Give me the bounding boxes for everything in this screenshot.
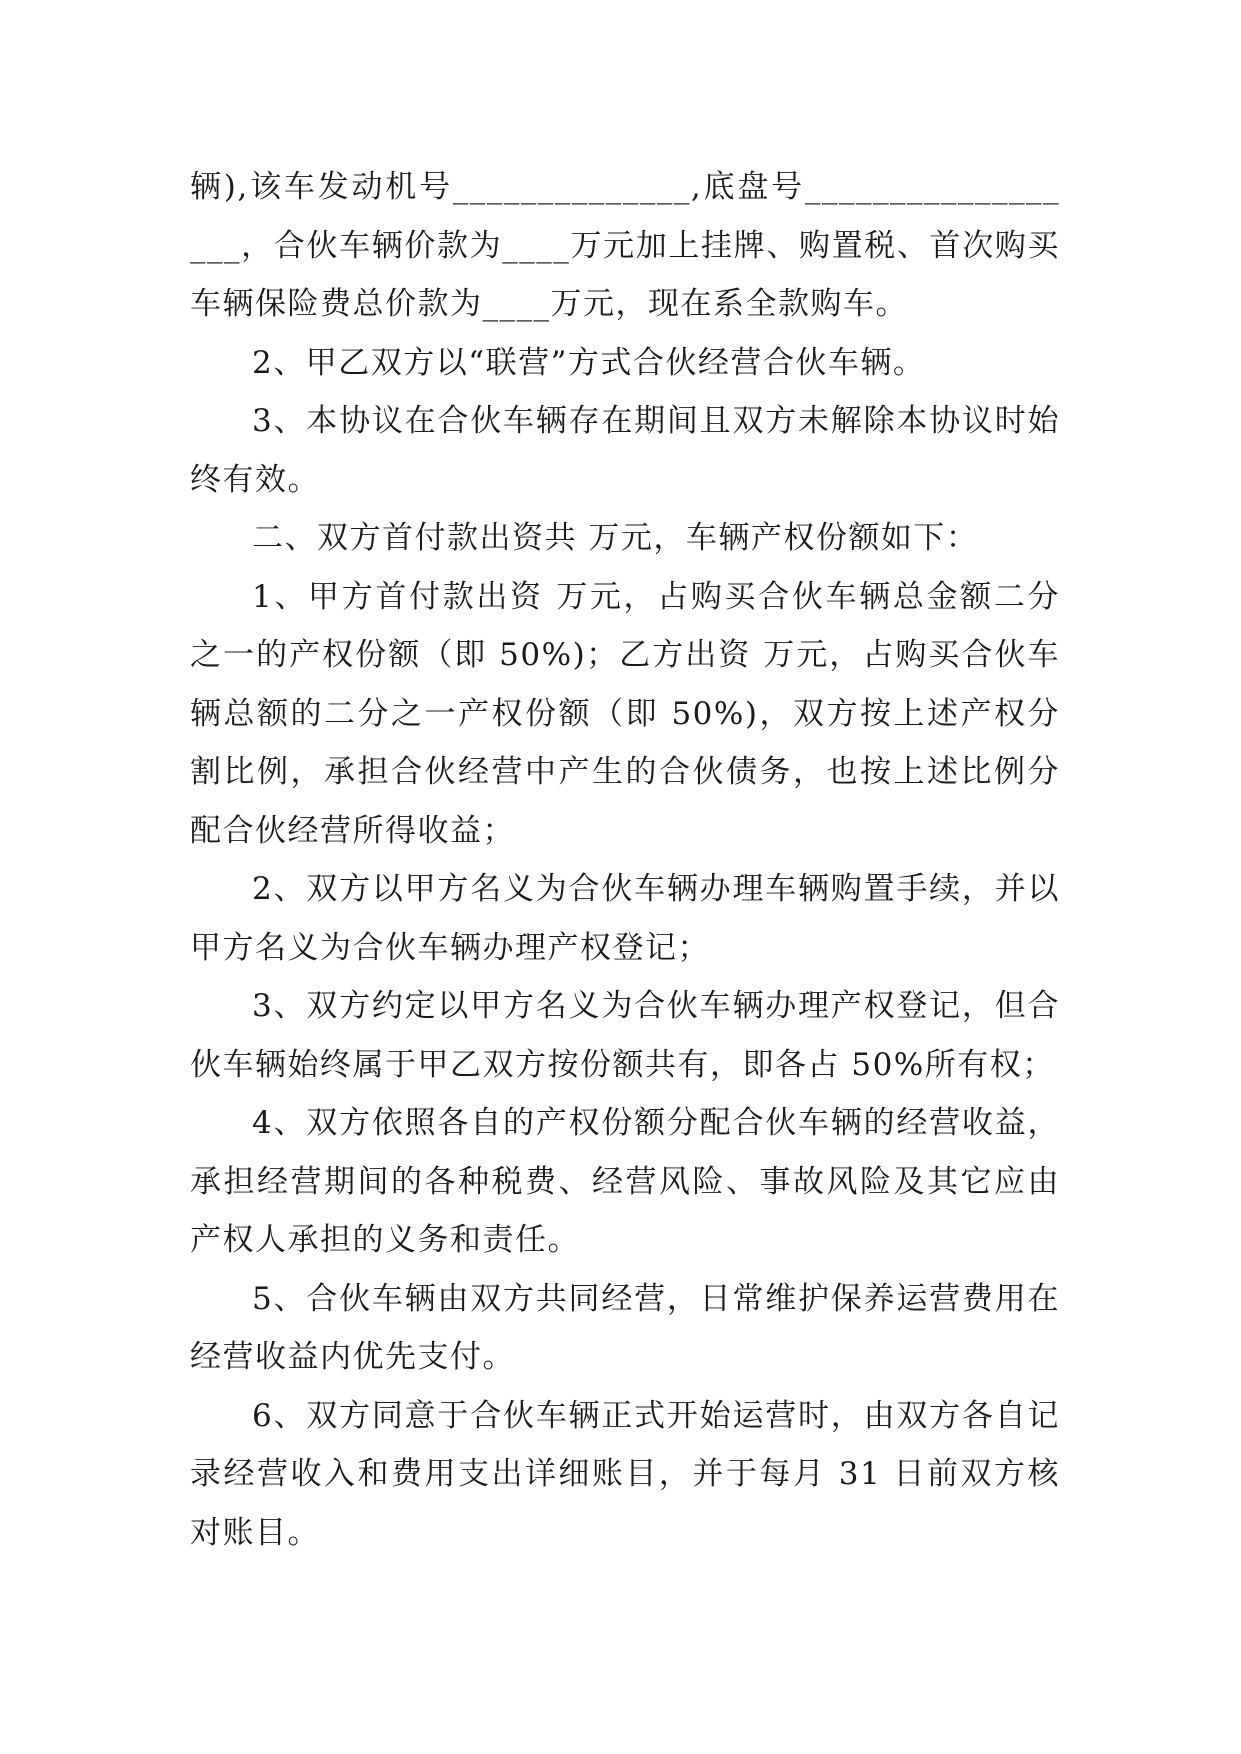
paragraph-clause-2: 2、甲乙双方以“联营”方式合伙经营合伙车辆。 xyxy=(252,344,926,381)
paragraph-ownership-5: 5、合伙车辆由双方共同经营，日常维护保养运营费用在经营收益内优先支付。 xyxy=(190,1280,1060,1375)
paragraph-ownership-4: 4、双方依照各自的产权份额分配合伙车辆的经营收益，承担经营期间的各种税费、经营风险、事故风险及其它应由产权人承担的义务和责任。 xyxy=(190,1105,1060,1258)
paragraph-vehicle-details: 辆),该车发动机号______________,底盘号__________________，合伙车辆价款为____万元加上挂牌、购置税、首次购买车辆保险费总价款为____万元，现在系全款购车。 xyxy=(190,169,1060,322)
paragraph-ownership-3: 3、双方约定以甲方名义为合伙车辆办理产权登记，但合伙车辆始终属于甲乙双方按份额共有，即各占 50%所有权； xyxy=(190,988,1060,1083)
section-heading-ownership: 二、双方首付款出资共 万元，车辆产权份额如下： xyxy=(252,520,979,556)
paragraph-clause-3: 3、本协议在合伙车辆存在期间且双方未解除本协议时始终有效。 xyxy=(190,403,1060,498)
document-page xyxy=(190,158,1060,1562)
paragraph-ownership-1: 1、甲方首付款出资 万元，占购买合伙车辆总金额二分之一的产权份额（即 50%)；乙方出资 万元，占购买合伙车辆总额的二分之一产权份额（即 50%)，双方按上述产权分割比例，承担合伙经营中产生的合伙债务，也按上述比例分配合伙经营所得收益； xyxy=(190,578,1060,849)
paragraph-ownership-6: 6、双方同意于合伙车辆正式开始运营时，由双方各自记录经营收入和费用支出详细账目，并于每月 31 日前双方核对账目。 xyxy=(190,1397,1060,1551)
paragraph-ownership-2: 2、双方以甲方名义为合伙车辆办理车辆购置手续，并以甲方名义为合伙车辆办理产权登记； xyxy=(190,871,1060,966)
